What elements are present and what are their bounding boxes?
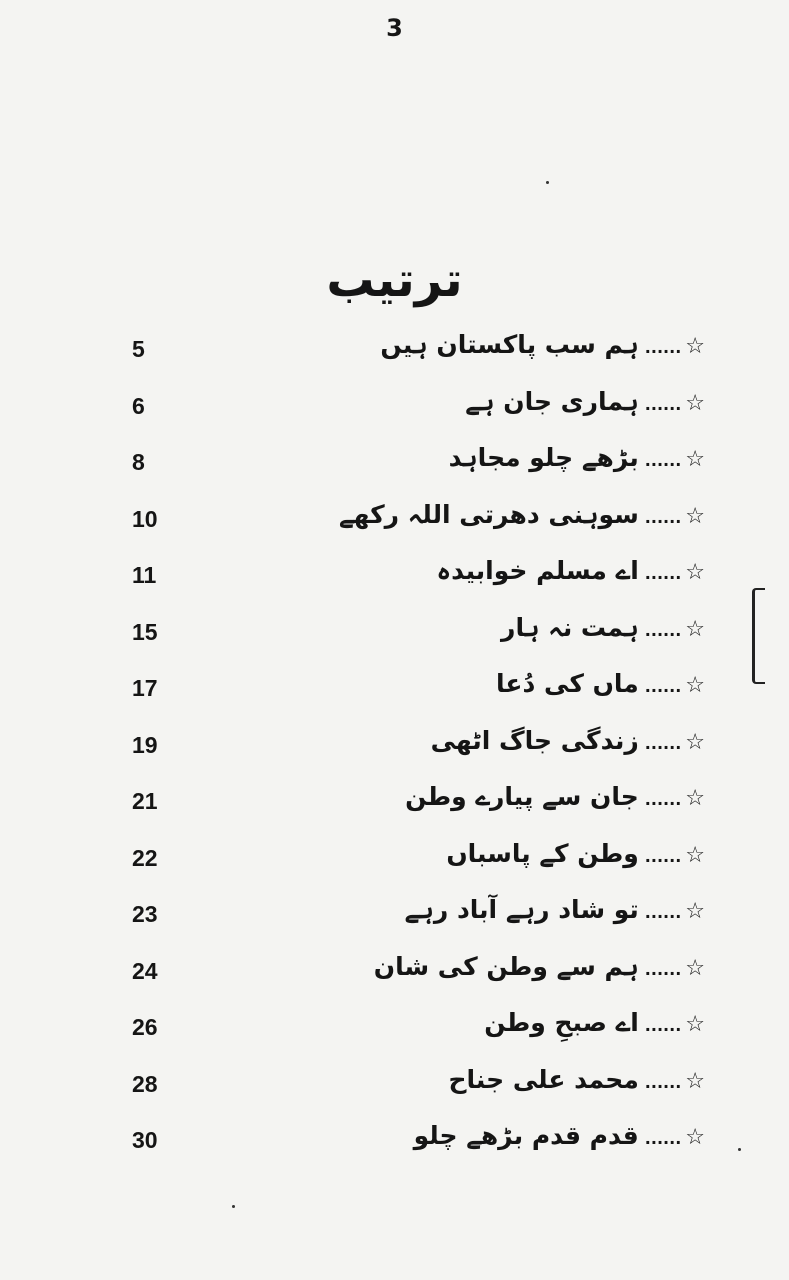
- leader-dots: ......: [644, 338, 682, 357]
- toc-entry-page: 11: [132, 562, 157, 588]
- toc-entry-title: اے صبحِ وطن: [484, 1008, 639, 1037]
- toc-entry-label: [496, 669, 705, 698]
- toc-entry-title: ماں کی دُعا: [496, 669, 639, 698]
- toc-entry-label: [437, 556, 706, 585]
- toc-entry: [0, 891, 789, 941]
- toc-entry-label: [449, 443, 705, 472]
- leader-dots: ......: [644, 1072, 682, 1092]
- star-icon: ☆: [685, 842, 705, 868]
- toc-entry-label: [339, 500, 705, 529]
- toc-entry: [0, 665, 789, 715]
- toc-entry-title: ہم سے وطن کی شان: [373, 951, 639, 981]
- toc-entry-title: بڑھے چلو مجاہد: [448, 443, 639, 472]
- star-icon: ☆: [685, 334, 705, 359]
- toc-title: ترتیب: [326, 252, 463, 308]
- toc-entry-title: سوہنی دھرتی اللہ رکھے: [338, 499, 639, 529]
- toc-entry-label: [448, 1065, 705, 1094]
- toc-entry-label: [380, 330, 705, 359]
- toc-entry: [0, 1004, 789, 1054]
- star-icon: ☆: [685, 503, 705, 529]
- leader-dots: ......: [644, 394, 682, 414]
- leader-dots: ......: [644, 507, 682, 527]
- star-icon: ☆: [685, 899, 705, 924]
- star-icon: ☆: [685, 616, 705, 642]
- toc-entry-title: جان سے پیارے وطن: [405, 782, 639, 811]
- toc-entry-title: ہمت نہ ہار: [501, 612, 639, 642]
- star-icon: ☆: [685, 390, 705, 416]
- star-icon: ☆: [685, 447, 705, 472]
- scan-speck: [546, 181, 549, 184]
- star-icon: ☆: [685, 1068, 705, 1094]
- leader-dots: ......: [644, 733, 682, 753]
- toc-entry-title: قدم قدم بڑھے چلو: [413, 1121, 639, 1150]
- toc-entry-title: تو شاد رہے آباد رہے: [404, 895, 639, 924]
- toc-entry: [0, 326, 789, 376]
- toc-entry-label: [484, 1008, 705, 1037]
- toc-entry-page: 23: [132, 901, 158, 927]
- toc-entry: [0, 1061, 789, 1111]
- leader-dots: ......: [644, 846, 682, 866]
- toc-entry: [0, 439, 789, 489]
- toc-entry-title: ہماری جان ہے: [465, 386, 639, 416]
- toc-entry-page: 5: [132, 336, 145, 362]
- leader-dots: ......: [644, 1016, 682, 1035]
- toc-entry-title: زندگی جاگ اٹھی: [430, 725, 639, 755]
- toc-entry: [0, 552, 789, 602]
- star-icon: ☆: [685, 560, 705, 585]
- toc-entry: [0, 383, 789, 433]
- toc-entry-label: [501, 613, 705, 642]
- leader-dots: ......: [644, 564, 682, 583]
- scan-speck: [232, 1205, 235, 1208]
- edge-bracket-mark: [752, 588, 765, 684]
- star-icon: ☆: [685, 786, 705, 811]
- leader-dots: ......: [644, 959, 682, 979]
- toc-entry-page: 15: [132, 618, 158, 645]
- leader-dots: ......: [644, 1129, 682, 1148]
- toc-entry-page: 26: [132, 1014, 158, 1040]
- toc-entry-label: [431, 726, 705, 755]
- toc-entry: [0, 496, 789, 546]
- toc-entry: [0, 722, 789, 772]
- star-icon: ☆: [685, 955, 705, 981]
- leader-dots: ......: [644, 903, 682, 922]
- toc-entry-page: 22: [132, 844, 158, 871]
- leader-dots: ......: [644, 790, 682, 809]
- toc-entry: [0, 778, 789, 828]
- toc-entry-title: وطن کے پاسباں: [446, 838, 639, 868]
- star-icon: ☆: [685, 729, 705, 755]
- toc-entry-title: ہم سب پاکستان ہیں: [380, 330, 639, 359]
- toc-entry-label: [414, 1121, 705, 1150]
- leader-dots: ......: [644, 677, 682, 696]
- toc-entry-title: اے مسلم خوابیدہ: [436, 556, 639, 585]
- toc-entry-label: [374, 952, 705, 981]
- toc-entry: [0, 835, 789, 885]
- toc-entry-label: [405, 782, 705, 811]
- toc-entry-label: [446, 839, 705, 868]
- toc-entry-page: 21: [132, 788, 158, 814]
- toc-entry-page: 28: [132, 1070, 158, 1097]
- star-icon: ☆: [685, 1012, 705, 1037]
- leader-dots: ......: [644, 451, 682, 470]
- toc-entry-page: 17: [132, 675, 158, 701]
- toc-entry-label: [405, 895, 705, 924]
- star-icon: ☆: [685, 1125, 705, 1150]
- toc-entry-page: 24: [132, 957, 158, 984]
- toc-entry-page: 30: [132, 1127, 158, 1153]
- toc-entry-page: 8: [132, 449, 145, 475]
- toc-entry-page: 19: [132, 731, 158, 758]
- page-number: 3: [386, 14, 403, 42]
- toc-entry: [0, 1117, 789, 1167]
- leader-dots: ......: [644, 620, 682, 640]
- scan-speck: [738, 1148, 741, 1151]
- toc-entry-label: [465, 387, 705, 416]
- toc-entry: [0, 948, 789, 998]
- toc-entry: [0, 609, 789, 659]
- star-icon: ☆: [685, 673, 705, 698]
- toc-entry-page: 10: [132, 505, 158, 532]
- toc-entry-page: 6: [132, 392, 145, 419]
- toc-entry-title: محمد علی جناح: [448, 1064, 639, 1094]
